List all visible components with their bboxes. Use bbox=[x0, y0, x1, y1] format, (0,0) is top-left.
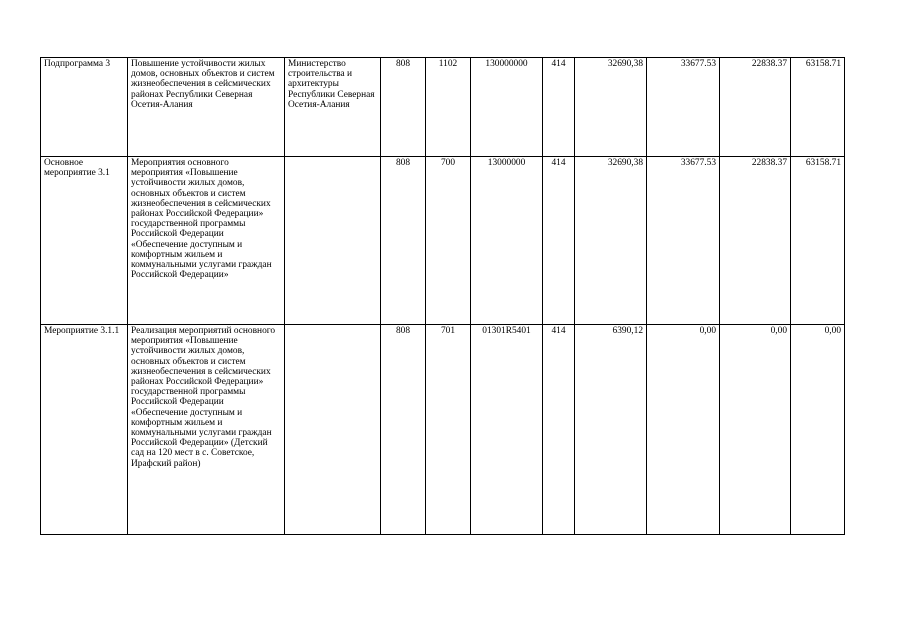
cell-vr: 414 bbox=[543, 157, 575, 325]
cell-value-2: 33677.53 bbox=[647, 58, 720, 157]
table-row bbox=[41, 325, 845, 535]
cell-kind: Основное мероприятие 3.1 bbox=[41, 157, 128, 325]
cell-vr: 414 bbox=[543, 325, 575, 535]
cell-csr: 01301R5401 bbox=[471, 325, 543, 535]
cell-name: Повышение устойчивости жилых домов, основных объектов и систем жизнеобеспечения в сейсмических районах Республики Северная Осетия-Алания bbox=[128, 58, 285, 157]
cell-value-1: 32690,38 bbox=[575, 157, 647, 325]
cell-value-3: 22838.37 bbox=[720, 157, 791, 325]
cell-value-3: 0,00 bbox=[720, 325, 791, 535]
cell-csr: 130000000 bbox=[471, 58, 543, 157]
cell-value-2: 0,00 bbox=[647, 325, 720, 535]
cell-rzpr: 701 bbox=[426, 325, 471, 535]
cell-value-1: 32690,38 bbox=[575, 58, 647, 157]
cell-value-4: 63158.71 bbox=[791, 157, 845, 325]
cell-value-3: 22838.37 bbox=[720, 58, 791, 157]
table-row bbox=[41, 157, 845, 325]
cell-kind: Подпрограмма 3 bbox=[41, 58, 128, 157]
cell-csr: 13000000 bbox=[471, 157, 543, 325]
table-row bbox=[41, 58, 845, 157]
cell-value-4: 63158.71 bbox=[791, 58, 845, 157]
cell-executor: Министерство строительства и архитектуры Республики Северная Осетия-Алания bbox=[285, 58, 381, 157]
cell-grbs: 808 bbox=[381, 325, 426, 535]
budget-table bbox=[40, 57, 845, 535]
cell-value-4: 0,00 bbox=[791, 325, 845, 535]
cell-executor bbox=[285, 157, 381, 325]
cell-value-1: 6390,12 bbox=[575, 325, 647, 535]
cell-grbs: 808 bbox=[381, 157, 426, 325]
cell-rzpr: 1102 bbox=[426, 58, 471, 157]
cell-kind: Мероприятие 3.1.1 bbox=[41, 325, 128, 535]
cell-name: Мероприятия основного мероприятия «Повышение устойчивости жилых домов, основных объектов и систем жизнеобеспечения в сейсмических районах Российской Федерации» государственной программы Российской Федерации «Обеспечение доступным и комфортным жильем и коммунальными услугами граждан Российской Федерации» bbox=[128, 157, 285, 325]
cell-vr: 414 bbox=[543, 58, 575, 157]
cell-rzpr: 700 bbox=[426, 157, 471, 325]
cell-value-2: 33677.53 bbox=[647, 157, 720, 325]
cell-name: Реализация мероприятий основного мероприятия «Повышение устойчивости жилых домов, основных объектов и систем жизнеобеспечения в сейсмических районах Российской Федерации» государственной программы Российской Федерации «Обеспечение доступным и комфортным жильем и коммунальными услугами граждан Российской Федерации» (Детский сад на 120 мест в с. Советское, Ирафский район) bbox=[128, 325, 285, 535]
cell-executor bbox=[285, 325, 381, 535]
cell-grbs: 808 bbox=[381, 58, 426, 157]
